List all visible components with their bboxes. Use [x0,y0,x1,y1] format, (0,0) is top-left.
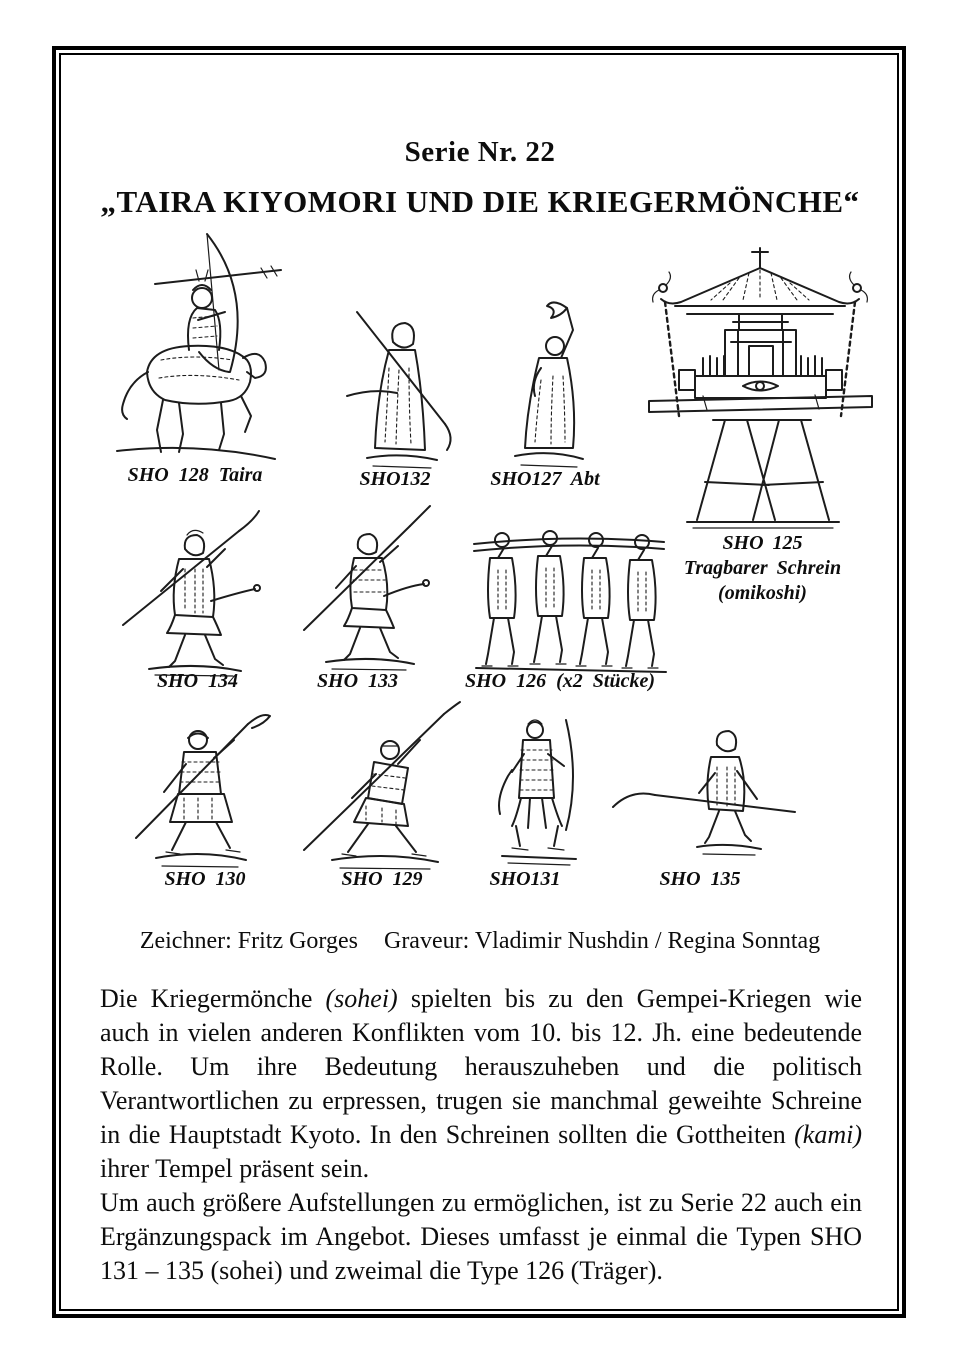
figure-label-sho125 [660,531,865,606]
paragraph-sohei-history: Die Kriegermönche (sohei) spielten bis zu den Gempei-Kriegen wie auch in vielen anderen Konflikten vom 10. bis 12. Jh. eine bedeutende Rolle. Um ihre Bedeutung herauszuheben und die politisch Verantwortlichen zu erpressen, trugen sie manchmal geweihte Schreine in die Hauptstadt Kyoto. In den Schreinen sollten die Gottheiten (kami) ihrer Tempel präsent sein. [100,984,862,1183]
paragraph-expansion-pack: Um auch größere Aufstellungen zu ermöglichen, ist zu Serie 22 auch ein Ergänzungspack im Angebot. Dieses umfasst je einmal die Typen SHO 131 – 135 (sohei) und zweimal die Type 126 (Träger). [100,1188,862,1285]
figure-label-sho128: SHO 128 Taira [127,464,263,486]
figure-sho135-monk-illustration [605,715,800,863]
credit-zeichner: Zeichner: Fritz Gorges [139,928,358,954]
credit-graveur: Graveur: Vladimir Nushdin / Regina Sonntag [383,928,821,954]
figure-label-sho133: SHO 133 [316,670,399,692]
figure-sho131-warrior-illustration [478,710,598,868]
figure-sho130-warrior-illustration [128,700,273,870]
credits-line [0,928,960,955]
figure-label-sho129: SHO 129 [341,868,423,890]
figure-sho132-monk-illustration [333,298,473,473]
series-title: Serie Nr. 22 [404,136,556,168]
figure-sho129-warrior-illustration [298,700,463,872]
figure-sho133-monk-illustration [292,500,437,672]
figure-sho134-monk-illustration [113,503,268,675]
figure-label-sho132: SHO132 [359,468,431,490]
figure-sho127-abbot-illustration [495,296,595,471]
series-subtitle: „TAIRA KIYOMORI UND DIE KRIEGERMÖNCHE“ [100,184,860,219]
figure-label-sho125-line3: (omikoshi) [718,582,807,604]
description-text [100,982,862,1288]
figure-label-sho131: SHO131 [489,868,561,890]
figure-sho128-mounted-archer-illustration [103,220,288,465]
figure-label-sho125-line1: SHO 125 [722,532,803,554]
figure-sho126-shrine-carriers-illustration [462,510,677,678]
figure-label-sho126: SHO 126 (x2 Stücke) [465,670,655,692]
figure-sho125-omikoshi-shrine-illustration [643,238,878,533]
figure-label-sho125-line2: Tragbarer Schrein [683,557,842,579]
figure-label-sho135: SHO 135 [659,868,741,890]
figure-label-sho130: SHO 130 [164,868,246,890]
figure-label-sho127: SHO127 Abt [490,468,600,490]
figure-label-sho134: SHO 134 [156,670,239,692]
